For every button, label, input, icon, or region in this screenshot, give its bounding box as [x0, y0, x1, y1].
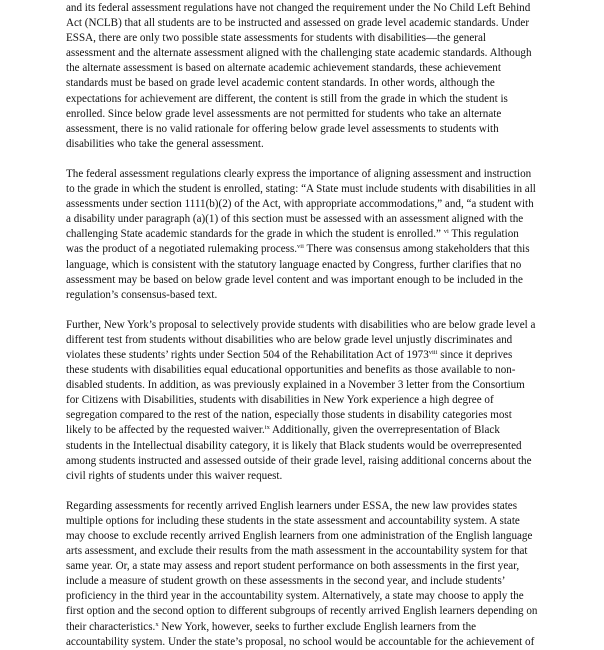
- text-run: different test from students without disabilities who are below grade level unjustly discriminates and: [66, 333, 513, 346]
- text-run: segregation compared to the rest of the nation, especially those students in disability categories most: [66, 409, 512, 422]
- text-run: proficiency in the third year in the accountability system. Alternatively, a state may choose to apply the: [66, 590, 524, 603]
- text-run: assessment may be based on below grade level content and was important enough to be included in the: [66, 273, 523, 286]
- text-line: [66, 574, 592, 589]
- text-line: [66, 559, 592, 574]
- text-line: [66, 499, 592, 514]
- text-run: may choose to exclude recently arrived English learners from one administration of the English language: [66, 530, 533, 542]
- text-line: [66, 258, 592, 273]
- text-line: [66, 1, 592, 16]
- text-run: their characteristics.: [66, 620, 156, 633]
- text-line: [66, 348, 592, 363]
- text-run: language, which is consistent with the statutory language enacted by Congress, further clarifies that no: [66, 258, 522, 271]
- text-line: [66, 242, 592, 257]
- footnote-marker: vi: [443, 228, 449, 236]
- text-run: likely to be affected by the requested waiver.: [66, 424, 265, 437]
- paragraph: [66, 167, 592, 303]
- text-line: [66, 122, 592, 137]
- text-run: a disability under paragraph (a)(1) of this section must be assessed with an assessment aligned with the: [66, 213, 524, 226]
- text-run: disabilities who take the general assessment.: [66, 137, 264, 150]
- footnote-marker: ix: [264, 424, 270, 432]
- text-line: [66, 529, 592, 544]
- text-line: [66, 604, 592, 619]
- text-line: [66, 16, 592, 31]
- text-line: [66, 439, 592, 454]
- text-run: Additionally, given the overrepresentation of Black: [269, 424, 500, 437]
- text-line: [66, 167, 592, 182]
- text-run: enrolled. Since below grade level assessments are not permitted for students who take an alternate: [66, 107, 502, 120]
- text-run: ESSA, there are only two possible state assessments for students with disabilities—the general: [66, 32, 486, 45]
- text-line: [66, 31, 592, 46]
- text-run: disabled students. In addition, as was previously explained in a November 3 letter from the Consortium: [66, 379, 525, 392]
- text-line: [66, 107, 592, 122]
- text-run: for Citizens with Disabilities, students with disabilities in New York experience a high degree of: [66, 394, 494, 407]
- paragraph: [66, 1, 592, 152]
- text-run: same year. Or, a state may assess and report student performance on both assessments in the first year,: [66, 560, 520, 573]
- text-line: [66, 544, 592, 559]
- text-line: [66, 137, 592, 152]
- text-run: The federal assessment regulations clearly express the importance of aligning assessment and instruction: [66, 167, 532, 180]
- text-run: include a measure of student growth on these assessments in the second year, and include students’: [66, 575, 506, 588]
- footnote-marker: viii: [428, 348, 438, 356]
- text-line: [66, 197, 592, 212]
- text-line: [66, 212, 592, 227]
- text-run: There was consensus among stakeholders that this: [303, 243, 530, 256]
- text-line: [66, 620, 592, 635]
- paragraph: [66, 499, 592, 650]
- text-run: Further, New York’s proposal to selectively provide students with disabilities who are below grade level a: [66, 318, 536, 331]
- text-line: [66, 333, 592, 348]
- text-line: [66, 92, 592, 107]
- text-line: [66, 76, 592, 91]
- text-run: assessments under section 1111(b)(2) of the Act, with appropriate accommodations,” and, “a student with: [66, 198, 534, 211]
- text-line: [66, 514, 592, 529]
- text-run: these students with disabilities equal educational opportunities and benefits as those available to non-: [66, 364, 516, 377]
- text-run: arts assessment, and exclude their results from the math assessment in the accountability system for that: [66, 545, 528, 558]
- text-line: [66, 46, 592, 61]
- text-run: since it deprives: [437, 348, 513, 361]
- text-run: students in the Intellectual disability category, it is likely that Black students would be overrepresented: [66, 439, 522, 452]
- text-line: [66, 378, 592, 393]
- text-run: was the product of a negotiated rulemaking process.: [66, 243, 298, 256]
- text-line: [66, 423, 592, 438]
- text-line: [66, 61, 592, 76]
- text-line: [66, 273, 592, 288]
- text-run: violates these students’ rights under Section 504 of the Rehabilitation Act of 1973: [66, 348, 429, 361]
- text-line: [66, 635, 592, 650]
- text-run: assessment and the alternate assessment aligned with the challenging state academic standards. Although: [66, 47, 532, 60]
- text-run: and its federal assessment regulations have not changed the requirement under the No Child Left Behind: [66, 2, 531, 14]
- text-line: [66, 227, 592, 242]
- text-run: standards must be based on grade level academic content standards. In other words, although the: [66, 77, 495, 90]
- text-line: [66, 318, 592, 333]
- text-run: civil rights of students under this waiver request.: [66, 469, 283, 482]
- footnote-marker: vii: [297, 243, 304, 251]
- text-line: [66, 182, 592, 197]
- text-run: regulation’s consensus-based text.: [66, 288, 218, 301]
- text-run: Act (NCLB) that all students are to be instructed and assessed on grade level academic standards. Under: [66, 17, 530, 30]
- text-line: [66, 393, 592, 408]
- text-run: assessment, there is no valid rationale for offering below grade level assessments to students with: [66, 122, 499, 135]
- text-run: accountability system. Under the state’s proposal, no school would be accountable for the achievement of: [66, 635, 535, 648]
- text-run: challenging State academic standards for the grade in which the student is enrolled.”: [66, 228, 444, 241]
- text-line: [66, 363, 592, 378]
- text-run: among students instructed and assessed outside of their grade level, raising additional concerns about the: [66, 454, 532, 467]
- text-line: [66, 589, 592, 604]
- text-run: This regulation: [448, 228, 519, 241]
- text-run: expectations for achievement are different, the content is still from the grade in which the student is: [66, 92, 508, 105]
- text-run: to the grade in which the student is enrolled, stating: “A State must include students with disabilities in all: [66, 183, 536, 196]
- document-body: [66, 1, 592, 650]
- text-line: [66, 454, 592, 469]
- paragraph: [66, 318, 592, 484]
- text-run: New York, however, seeks to further exclude English learners from the: [158, 620, 477, 633]
- text-line: [66, 288, 592, 303]
- text-line: [66, 408, 592, 423]
- text-run: multiple options for including these students in the state assessment and accountability system. A state: [66, 514, 520, 527]
- text-run: the alternate assessment is based on alternate academic achievement standards, these achievement: [66, 62, 501, 75]
- text-run: first option and the second option to different subgroups of recently arrived English learners depending on: [66, 605, 538, 618]
- footnote-marker: x: [155, 620, 159, 628]
- text-line: [66, 469, 592, 484]
- text-run: Regarding assessments for recently arrived English learners under ESSA, the new law provides states: [66, 499, 518, 512]
